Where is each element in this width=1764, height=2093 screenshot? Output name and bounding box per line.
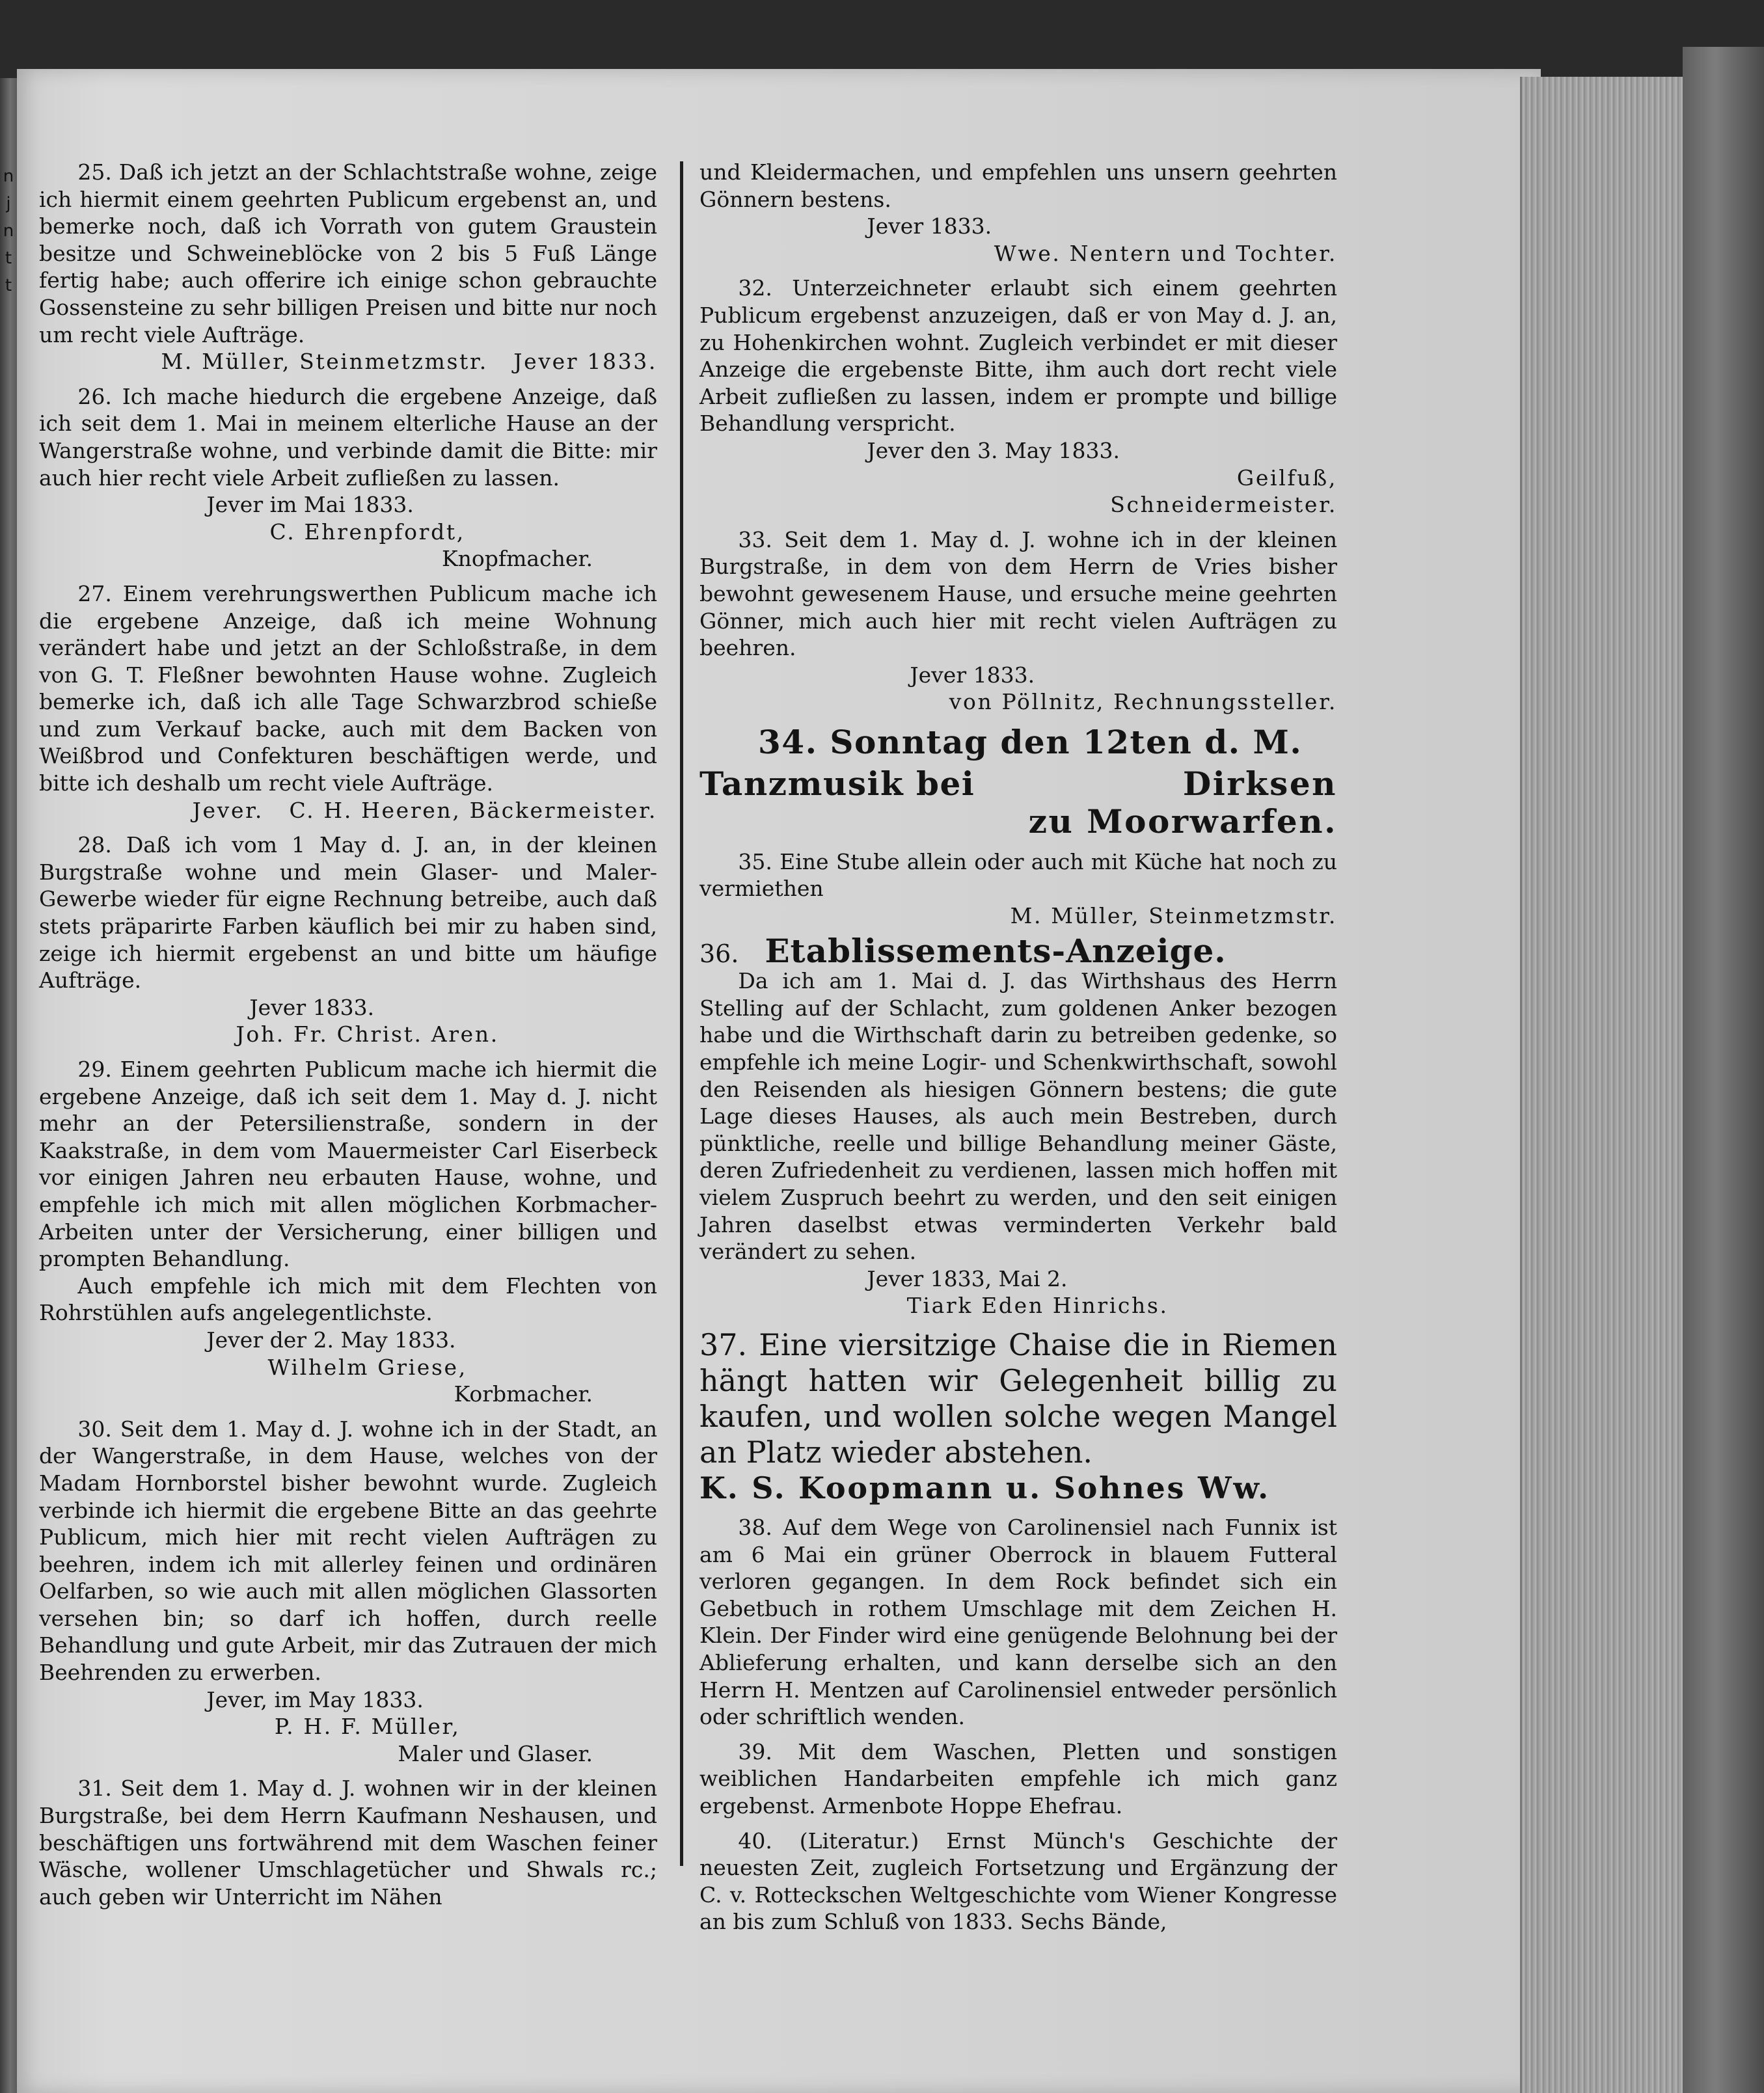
- notice-text: 26. Ich mache hiedurch die ergebene Anzeige, daß ich seit dem 1. Mai in meinem elterliche Hause an der Wangerstraße wohne, und verbinde damit die Bitte: mir auch hier recht viele Arbeit zufließen zu lassen.: [39, 383, 657, 491]
- margin-mark: t: [5, 249, 12, 268]
- notice-date: Jever 1833.: [910, 662, 1035, 688]
- notice-date: Jever 1833.: [249, 994, 375, 1020]
- notice-27: [39, 580, 657, 824]
- notice-heading: [699, 931, 1337, 970]
- notice-signature-name: M. Müller, Steinmetzmstr.: [161, 349, 488, 375]
- margin-mark: n: [3, 167, 14, 186]
- notice-date: Jever, im May 1833.: [206, 1686, 424, 1712]
- dance-announcement-line1: 34. Sonntag den 12ten d. M.: [758, 722, 1303, 761]
- dance-announcement-left: Tanzmusik bei: [699, 764, 975, 803]
- notice-32: [699, 275, 1337, 518]
- column-divider: [680, 161, 683, 1866]
- notice-signature: P. H. F. Müller,: [274, 1714, 461, 1740]
- notice-35: [699, 848, 1337, 930]
- notice-signature: Wwe. Nentern und Tochter.: [994, 240, 1337, 266]
- notice-text: 37. Eine viersitzige Chaise die in Riemen hängt hatten wir Gelegenheit billig zu kaufen, und wollen solche wegen Mangel an Platz wieder abstehen.: [699, 1327, 1337, 1470]
- notice-text-additional: Auch empfehle ich mich mit dem Flechten von Rohrstühlen aufs angelegentlichste.: [39, 1273, 657, 1326]
- notice-28: [39, 831, 657, 1048]
- notice-trade: Knopfmacher.: [442, 546, 593, 572]
- dance-announcement-line2: [699, 761, 1337, 803]
- notice-trade: Korbmacher.: [454, 1381, 593, 1407]
- notice-29: [39, 1056, 657, 1408]
- notice-date: Jever im Mai 1833.: [206, 492, 414, 518]
- notice-text: 27. Einem verehrungswerthen Publicum mache ich die ergebene Anzeige, daß ich meine Wohnung verändert habe und jetzt an der Schloßstraße, in dem von G. T. Fleßner bewohnten Hause wohne. Zugleich bemerke ich, daß ich alle Tage Schwarzbrod schieße und zum Verkauf backe, auch mit dem Backen von Weißbrod und Confekturen beschäftigen werde, und bitte ich deshalb um recht viele Aufträge.: [39, 580, 657, 796]
- notice-date: Jever.: [192, 797, 264, 823]
- notice-heading-title: Etablissements-Anzeige.: [765, 931, 1227, 970]
- notice-date: Jever 1833.: [867, 213, 992, 239]
- notice-date: Jever der 2. May 1833.: [206, 1327, 456, 1353]
- dance-announcement-place: zu Moorwarfen.: [1028, 802, 1337, 841]
- notice-text: und Kleidermachen, und empfehlen uns unsern geehrten Gönnern bestens.: [699, 159, 1337, 212]
- notice-signature: Joh. Fr. Christ. Aren.: [236, 1021, 499, 1047]
- notice-text: 35. Eine Stube allein oder auch mit Küche hat noch zu vermiethen: [699, 848, 1337, 902]
- notice-38: [699, 1514, 1337, 1731]
- notice-signature: C. Ehrenpfordt,: [269, 519, 465, 545]
- notice-trade: Maler und Glaser.: [398, 1740, 593, 1766]
- notice-signature: [39, 348, 657, 375]
- notice-signature: Tiark Eden Hinrichs.: [906, 1293, 1169, 1319]
- notice-33: [699, 526, 1337, 716]
- notice-trade: Schneidermeister.: [1110, 492, 1337, 518]
- notice-text: 40. (Literatur.) Ernst Münch's Geschichte der neuesten Zeit, zugleich Fortsetzung und Ergänzung der C. v. Rotteckschen Weltgeschichte vom Wiener Kongresse an bis zum Schluß von 1833. Sechs Bände,: [699, 1828, 1337, 1935]
- notice-text: 25. Daß ich jetzt an der Schlachtstraße wohne, zeige ich hiermit einem geehrten Publicum ergebenst an, und bemerke noch, daß ich Vorrath von gutem Graustein besitze und Schweineblöcke von 2 bis 5 Fuß Länge fertig habe; auch offerire ich einige schon gebrauchte Gossensteine zu sehr billigen Preisen und bitte nur noch um recht viele Aufträge.: [39, 159, 657, 347]
- notice-31-continued: [699, 159, 1337, 267]
- margin-mark: t: [5, 276, 12, 295]
- notice-number: 36.: [699, 939, 739, 968]
- right-column: [699, 159, 1337, 1943]
- notice-30: [39, 1416, 657, 1768]
- book-cover-edge: [1683, 47, 1764, 2093]
- left-column: [39, 159, 657, 1918]
- notice-text: 28. Daß ich vom 1 May d. J. an, in der kleinen Burgstraße wohne und mein Glaser- und Maler-Gewerbe wieder für eigne Rechnung betreibe, auch daß stets präparirte Farben käuflich bei mir zu haben sind, zeige ich hiermit ergebenst an und bitte um häufige Aufträge.: [39, 832, 657, 993]
- notice-date: Jever 1833, Mai 2.: [867, 1265, 1068, 1291]
- notice-25: [39, 159, 657, 375]
- book-page-edges: [1520, 77, 1685, 2093]
- notice-text: 33. Seit dem 1. May d. J. wohne ich in der kleinen Burgstraße, in dem von dem Herrn de Vries bisher bewohnt gewesenem Hause, und ersuche meine geehrten Gönner, mich auch hier mit recht vielen Aufträgen zu beehren.: [699, 526, 1337, 661]
- margin-marks: [0, 163, 17, 293]
- notice-signature: von Pöllnitz, Rechnungssteller.: [949, 689, 1337, 715]
- notice-text: 32. Unterzeichneter erlaubt sich einem geehrten Publicum ergebenst anzuzeigen, daß er von May d. J. an, zu Hohenkirchen wohnt. Zugleich verbindet er mit dieser Anzeige die ergebenste Bitte, ihm auch dort recht viele Arbeit zufließen zu lassen, indem er prompte und billige Behandlung verspricht.: [699, 275, 1337, 437]
- notice-signature: M. Müller, Steinmetzmstr.: [1010, 903, 1337, 929]
- notice-signature: K. S. Koopmann u. Sohnes Ww.: [699, 1470, 1270, 1506]
- notice-37: [699, 1327, 1337, 1506]
- notice-34: [699, 723, 1337, 841]
- notice-signature-name: C. H. Heeren, Bäckermeister.: [289, 797, 657, 823]
- notice-39: [699, 1738, 1337, 1820]
- notice-signature: Wilhelm Griese,: [267, 1354, 467, 1380]
- notice-40: [699, 1828, 1337, 1936]
- notice-26: [39, 383, 657, 573]
- notice-date: Jever den 3. May 1833.: [867, 437, 1120, 463]
- dance-announcement-host: Dirksen: [1182, 764, 1337, 803]
- notice-36: [699, 931, 1337, 1319]
- notice-text: 30. Seit dem 1. May d. J. wohne ich in der Stadt, an der Wangerstraße, in dem Hause, welches von der Madam Hornborstel bisher bewohnt wurde. Zugleich verbinde ich hiermit die ergebene Bitte an das geehrte Publicum, mich hier mit recht vielen Aufträgen zu beehren, indem ich mit allerley feinen und ordinären Oelfarben, so wie auch mit allen möglichen Glassorten versehen bin; so darf ich hoffen, durch reelle Behandlung und gute Arbeit, mir das Zutrauen der mich Beehrenden zu erwerben.: [39, 1416, 657, 1686]
- notice-text: Da ich am 1. Mai d. J. das Wirthshaus des Herrn Stelling auf der Schlacht, zum goldenen Anker bezogen habe und die Wirthschaft darin zu betreiben gedenke, so empfehle ich meine Logir- und Schenkwirthschaft, sowohl den Reisenden als hiesigen Gönnern bestens; die gute Lage dieses Hauses, als auch mein Bestreben, durch pünktliche, reelle und billige Behandlung meiner Gäste, deren Zufriedenheit zu verdienen, lassen mich hoffen mit vielem Zuspruch beehrt zu werden, und den seit einigen Jahren daselbst etwas verminderten Verkehr bald verändert zu sehen.: [699, 968, 1337, 1265]
- previous-page-edge: [0, 78, 17, 2093]
- notice-text: 29. Einem geehrten Publicum mache ich hiermit die ergebene Anzeige, daß ich seit dem 1. May d. J. nicht mehr an der Petersilienstraße, sondern in der Kaakstraße, in dem vom Mauermeister Carl Eiserbeck vor einigen Jahren neu erbauten Hause, wohne, und empfehle ich mich mit allen möglichen Korbmacher-Arbeiten unter der Versicherung, einer billigen und prompten Behandlung.: [39, 1057, 657, 1272]
- notice-text: 31. Seit dem 1. May d. J. wohnen wir in der kleinen Burgstraße, bei dem Herrn Kaufmann Neshausen, und beschäftigen uns fortwährend mit dem Waschen feiner Wäsche, wollener Umschlagetücher und Shwals rc.; auch geben wir Unterricht im Nähen: [39, 1776, 657, 1910]
- margin-mark: n: [3, 221, 14, 241]
- notice-signature: Geilfuß,: [1236, 465, 1337, 491]
- notice-31: [39, 1775, 657, 1910]
- notice-text: 38. Auf dem Wege von Carolinensiel nach Funnix ist am 6 Mai ein grüner Oberrock in blauem Futteral verloren gegangen. In dem Rock befindet sich ein Gebetbuch in rothem Umschlage mit dem Zeichen H. Klein. Der Finder wird eine genügende Belohnung bei der Ablieferung erhalten, und kann derselbe sich an den Herrn H. Mentzen auf Carolinensiel entweder persönlich oder schriftlich wenden.: [699, 1514, 1337, 1730]
- notice-text: 39. Mit dem Waschen, Pletten und sonstigen weiblichen Handarbeiten empfehle ich mich ganz ergebenst. Armenbote Hoppe Ehefrau.: [699, 1738, 1337, 1818]
- notice-signature: [39, 797, 657, 824]
- margin-mark: j: [6, 194, 11, 213]
- notice-date: Jever 1833.: [513, 349, 657, 375]
